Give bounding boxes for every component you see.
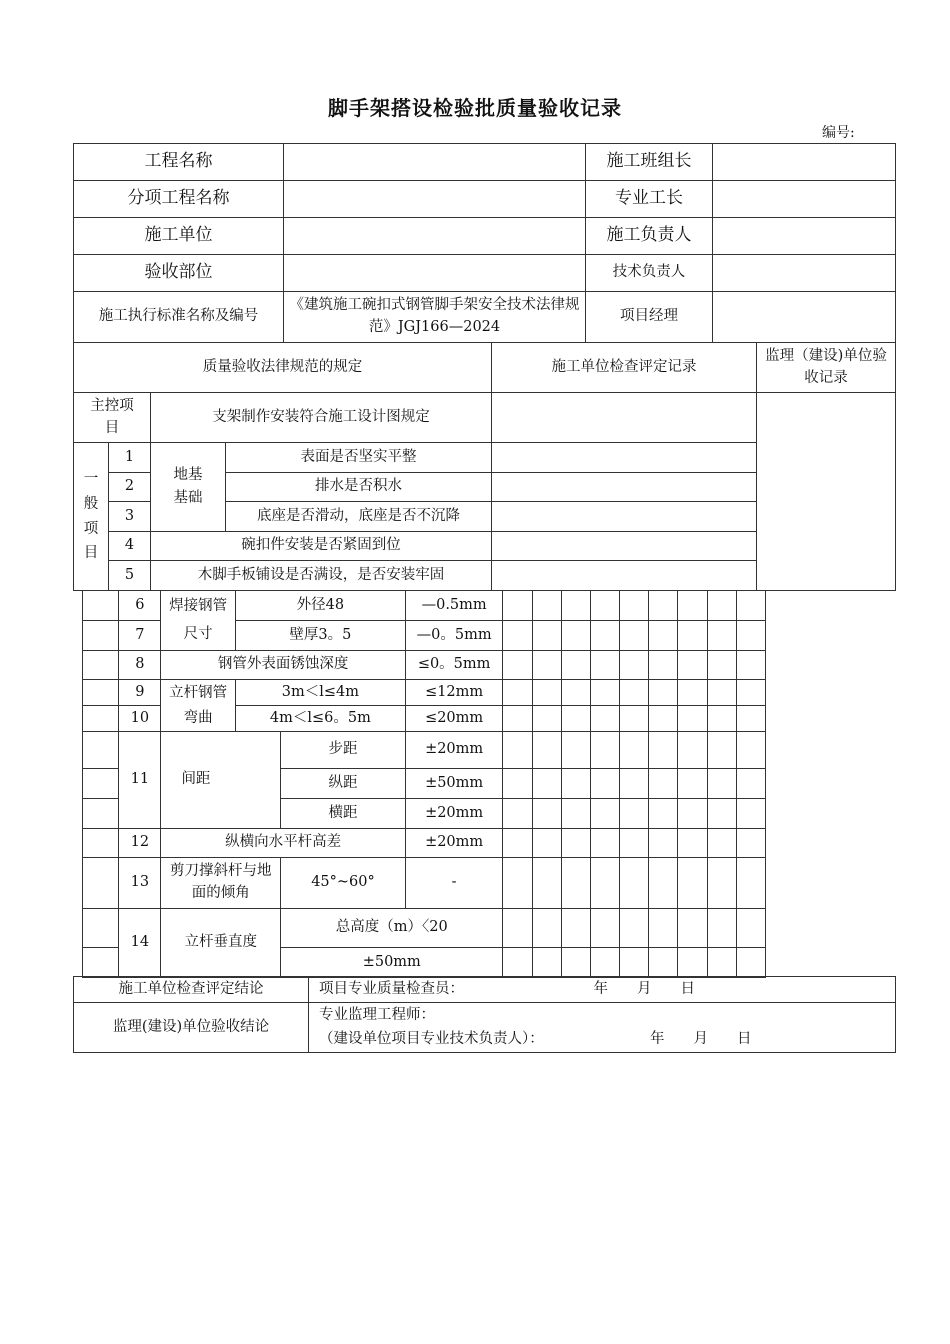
item-text: 外径48 (235, 591, 405, 621)
measure-cell[interactable] (678, 651, 707, 680)
blank-cell (83, 621, 119, 651)
unit-conclusion-label: 施工单位检查评定结论 (74, 977, 309, 1003)
item-text: 步距 (281, 732, 406, 769)
foundation-label: 地基基础 (151, 443, 226, 532)
measure-cell[interactable] (590, 948, 619, 978)
measure-cell[interactable] (620, 732, 649, 769)
measure-cell[interactable] (707, 909, 736, 948)
conclusion-table (73, 976, 896, 1053)
blank-cell (83, 680, 119, 706)
tolerance: - (405, 858, 503, 909)
measure-cell[interactable] (532, 651, 561, 680)
item-text: 纵横向水平杆高差 (161, 829, 405, 858)
item-number: 4 (109, 532, 151, 561)
measure-cell[interactable] (736, 829, 765, 858)
measure-cell[interactable] (620, 948, 649, 978)
measure-cell[interactable] (649, 680, 678, 706)
measure-cell[interactable] (736, 621, 765, 651)
measure-cell[interactable] (503, 621, 532, 651)
measure-cell[interactable] (561, 680, 590, 706)
measure-cell[interactable] (503, 680, 532, 706)
measure-cell[interactable] (561, 858, 590, 909)
measure-cell[interactable] (649, 909, 678, 948)
measure-cell[interactable] (532, 706, 561, 732)
sub-project-label: 分项工程名称 (74, 181, 284, 218)
weld-pipe-size-label: 焊接钢管尺寸 (161, 591, 235, 651)
measure-cell[interactable] (590, 621, 619, 651)
measure-cell[interactable] (590, 858, 619, 909)
item-number: 3 (109, 502, 151, 532)
measure-cell[interactable] (736, 732, 765, 769)
item-text: 木脚手板铺设是否满设，是否安装牢固 (151, 561, 492, 591)
tolerance: ≤12mm (405, 680, 503, 706)
measure-cell[interactable] (736, 909, 765, 948)
measure-cell[interactable] (503, 799, 532, 829)
measure-cell[interactable] (736, 706, 765, 732)
measure-cell[interactable] (649, 829, 678, 858)
measure-cell[interactable] (620, 858, 649, 909)
tolerance: ±20mm (405, 732, 503, 769)
measure-cell[interactable] (561, 829, 590, 858)
measure-cell[interactable] (649, 732, 678, 769)
general-items-label: 一般项目 (74, 443, 109, 591)
measure-cell[interactable] (590, 799, 619, 829)
item-text: 总高度（m）〈20 (281, 909, 503, 948)
project-manager-label: 项目经理 (586, 292, 713, 343)
number-label: 编号: (822, 125, 855, 141)
item-text: 纵距 (281, 769, 406, 799)
main-control-record[interactable] (492, 393, 757, 443)
measure-cell[interactable] (503, 769, 532, 799)
measure-cell[interactable] (532, 909, 561, 948)
item-text: 横距 (281, 799, 406, 829)
measure-cell[interactable] (707, 829, 736, 858)
measure-cell[interactable] (649, 651, 678, 680)
measure-cell[interactable] (678, 732, 707, 769)
measure-cell[interactable] (590, 706, 619, 732)
team-leader-label: 施工班组长 (586, 144, 713, 181)
measure-cell[interactable] (620, 621, 649, 651)
tolerance: ±20mm (405, 829, 503, 858)
item-number: 10 (119, 706, 161, 732)
bend-label: 立杆钢管弯曲 (161, 680, 235, 732)
acceptance-part-label: 验收部位 (74, 255, 284, 292)
measure-cell[interactable] (736, 948, 765, 978)
measure-cell[interactable] (620, 651, 649, 680)
measure-cell[interactable] (736, 651, 765, 680)
blank-cell (83, 829, 119, 858)
measure-cell[interactable] (707, 651, 736, 680)
item-text: 底座是否滑动，底座是否不沉降 (226, 502, 492, 532)
item-number: 9 (119, 680, 161, 706)
supervision-conclusion-field[interactable] (309, 1003, 896, 1053)
supervision-conclusion-label: 监理(建设)单位验收结论 (74, 1003, 309, 1053)
measure-cell[interactable] (678, 948, 707, 978)
measure-cell[interactable] (649, 858, 678, 909)
measure-cell[interactable] (561, 621, 590, 651)
measure-cell[interactable] (649, 948, 678, 978)
measure-cell[interactable] (678, 621, 707, 651)
foreman-label: 专业工长 (586, 181, 713, 218)
measure-cell[interactable] (620, 706, 649, 732)
construction-head-field[interactable] (713, 218, 896, 255)
date-label: 年 月 日 (650, 1030, 752, 1047)
measure-cell[interactable] (649, 621, 678, 651)
measure-cell[interactable] (561, 799, 590, 829)
measured-table (82, 590, 766, 978)
measure-cell[interactable] (503, 829, 532, 858)
unit-check-header: 施工单位检查评定记录 (492, 343, 757, 393)
measure-cell[interactable] (620, 769, 649, 799)
measure-cell[interactable] (590, 651, 619, 680)
blank-cell (83, 799, 119, 829)
blank-cell (83, 769, 119, 799)
measure-cell[interactable] (678, 909, 707, 948)
measure-cell[interactable] (649, 799, 678, 829)
item-record[interactable] (492, 502, 757, 532)
measure-cell[interactable] (707, 732, 736, 769)
measure-cell[interactable] (532, 591, 561, 621)
item-number: 2 (109, 473, 151, 502)
measure-cell[interactable] (736, 799, 765, 829)
measure-cell[interactable] (561, 732, 590, 769)
measure-cell[interactable] (503, 948, 532, 978)
measure-cell[interactable] (736, 591, 765, 621)
measure-cell[interactable] (620, 680, 649, 706)
inspector-label: 项目专业质量检查员： (319, 980, 464, 997)
construction-head-label: 施工负责人 (586, 218, 713, 255)
blank-cell (83, 948, 119, 978)
tolerance: —0.5mm (405, 591, 503, 621)
rules-header: 质量验收法律规范的规定 (74, 343, 492, 393)
measure-cell[interactable] (707, 591, 736, 621)
measure-cell[interactable] (532, 799, 561, 829)
blank-cell (83, 732, 119, 769)
item-number: 8 (119, 651, 161, 680)
main-control-text: 支架制作安装符合施工设计图规定 (151, 393, 492, 443)
vertical-deviation-label: 立杆垂直度 (161, 909, 281, 978)
measure-cell[interactable] (620, 909, 649, 948)
item-text: 45°~60° (281, 858, 406, 909)
measure-cell[interactable] (707, 706, 736, 732)
item-number: 5 (109, 561, 151, 591)
unit-conclusion-field[interactable] (309, 977, 896, 1003)
foreman-field[interactable] (713, 181, 896, 218)
measure-cell[interactable] (678, 591, 707, 621)
measure-cell[interactable] (620, 829, 649, 858)
item-text: 表面是否坚实平整 (226, 443, 492, 473)
project-name-label: 工程名称 (74, 144, 284, 181)
measure-cell[interactable] (736, 769, 765, 799)
measure-cell[interactable] (532, 769, 561, 799)
standard-label: 施工执行标准名称及编号 (74, 292, 284, 343)
measure-cell[interactable] (532, 948, 561, 978)
measure-cell[interactable] (503, 706, 532, 732)
item-text: 壁厚3。5 (235, 621, 405, 651)
blank-cell (83, 909, 119, 948)
item-record[interactable] (492, 443, 757, 473)
header-table (73, 143, 896, 343)
standard-value: 《建筑施工碗扣式钢管脚手架安全技术法律规范》JGJ166—2024 (284, 292, 586, 343)
supervision-header: 监理（建设)单位验收记录 (757, 343, 896, 393)
tolerance: ≤0。5mm (405, 651, 503, 680)
measure-cell[interactable] (590, 591, 619, 621)
measure-cell[interactable] (707, 621, 736, 651)
measure-cell[interactable] (561, 591, 590, 621)
blank-cell (83, 591, 119, 621)
blank-cell (83, 651, 119, 680)
tolerance: ±50mm (405, 769, 503, 799)
tolerance: —0。5mm (405, 621, 503, 651)
measure-cell[interactable] (678, 799, 707, 829)
blank-cell (83, 706, 119, 732)
measure-cell[interactable] (678, 680, 707, 706)
tolerance: ±50mm (281, 948, 503, 978)
construction-unit-field[interactable] (284, 218, 586, 255)
measure-cell[interactable] (707, 858, 736, 909)
measure-cell[interactable] (590, 680, 619, 706)
tech-head-label: 技术负责人 (586, 255, 713, 292)
measure-cell[interactable] (561, 948, 590, 978)
measure-cell[interactable] (590, 909, 619, 948)
measure-cell[interactable] (532, 829, 561, 858)
measure-cell[interactable] (503, 858, 532, 909)
measure-cell[interactable] (503, 909, 532, 948)
measure-cell[interactable] (590, 732, 619, 769)
measure-cell[interactable] (503, 651, 532, 680)
item-number: 14 (119, 909, 161, 978)
measure-cell[interactable] (649, 706, 678, 732)
measure-cell[interactable] (736, 858, 765, 909)
construction-unit-label: 施工单位 (74, 218, 284, 255)
measure-cell[interactable] (707, 769, 736, 799)
engineer-label: 专业监理工程师： (319, 1007, 435, 1024)
supervision-record[interactable] (757, 393, 896, 591)
sub-project-field[interactable] (284, 181, 586, 218)
item-text: 钢管外表面锈蚀深度 (161, 651, 405, 680)
team-leader-field[interactable] (713, 144, 896, 181)
measure-cell[interactable] (649, 591, 678, 621)
item-text: 碗扣件安装是否紧固到位 (151, 532, 492, 561)
spec-table (73, 342, 896, 591)
measure-cell[interactable] (736, 680, 765, 706)
owner-tech-label: （建设单位项目专业技术负责人）： (319, 1030, 544, 1047)
measure-cell[interactable] (532, 732, 561, 769)
acceptance-part-field[interactable] (284, 255, 586, 292)
item-text: 3m＜l≤4m (235, 680, 405, 706)
measure-cell[interactable] (707, 948, 736, 978)
measure-cell[interactable] (561, 651, 590, 680)
item-number: 6 (119, 591, 161, 621)
measure-cell[interactable] (620, 591, 649, 621)
tech-head-field[interactable] (713, 255, 896, 292)
item-number: 7 (119, 621, 161, 651)
item-text: 排水是否积水 (226, 473, 492, 502)
scissor-brace-label: 剪刀撑斜杆与地面的倾角 (161, 858, 281, 909)
tolerance: ±20mm (405, 799, 503, 829)
measure-cell[interactable] (707, 680, 736, 706)
measure-cell[interactable] (678, 706, 707, 732)
measure-cell[interactable] (590, 829, 619, 858)
item-record[interactable] (492, 561, 757, 591)
blank-cell (83, 858, 119, 909)
item-number: 11 (119, 732, 161, 829)
item-text: 4m＜l≤6。5m (235, 706, 405, 732)
project-manager-field[interactable] (713, 292, 896, 343)
measure-cell[interactable] (503, 732, 532, 769)
measure-cell[interactable] (561, 909, 590, 948)
measure-cell[interactable] (620, 799, 649, 829)
main-control-label: 主控项目 (74, 393, 151, 443)
measure-cell[interactable] (649, 769, 678, 799)
measure-cell[interactable] (707, 799, 736, 829)
item-record[interactable] (492, 473, 757, 502)
measure-cell[interactable] (678, 769, 707, 799)
measure-cell[interactable] (561, 769, 590, 799)
measure-cell[interactable] (532, 621, 561, 651)
measure-cell[interactable] (532, 680, 561, 706)
spacing-label: 间距 (161, 732, 281, 829)
measure-cell[interactable] (678, 858, 707, 909)
project-name-field[interactable] (284, 144, 586, 181)
date-label: 年 月 日 (593, 980, 695, 997)
item-record[interactable] (492, 532, 757, 561)
item-number: 12 (119, 829, 161, 858)
measure-cell[interactable] (503, 591, 532, 621)
tolerance: ≤20mm (405, 706, 503, 732)
measure-cell[interactable] (532, 858, 561, 909)
document-title: 脚手架搭设检验批质量验收记录 (328, 96, 622, 120)
item-number: 1 (109, 443, 151, 473)
item-number: 13 (119, 858, 161, 909)
measure-cell[interactable] (561, 706, 590, 732)
measure-cell[interactable] (678, 829, 707, 858)
measure-cell[interactable] (590, 769, 619, 799)
